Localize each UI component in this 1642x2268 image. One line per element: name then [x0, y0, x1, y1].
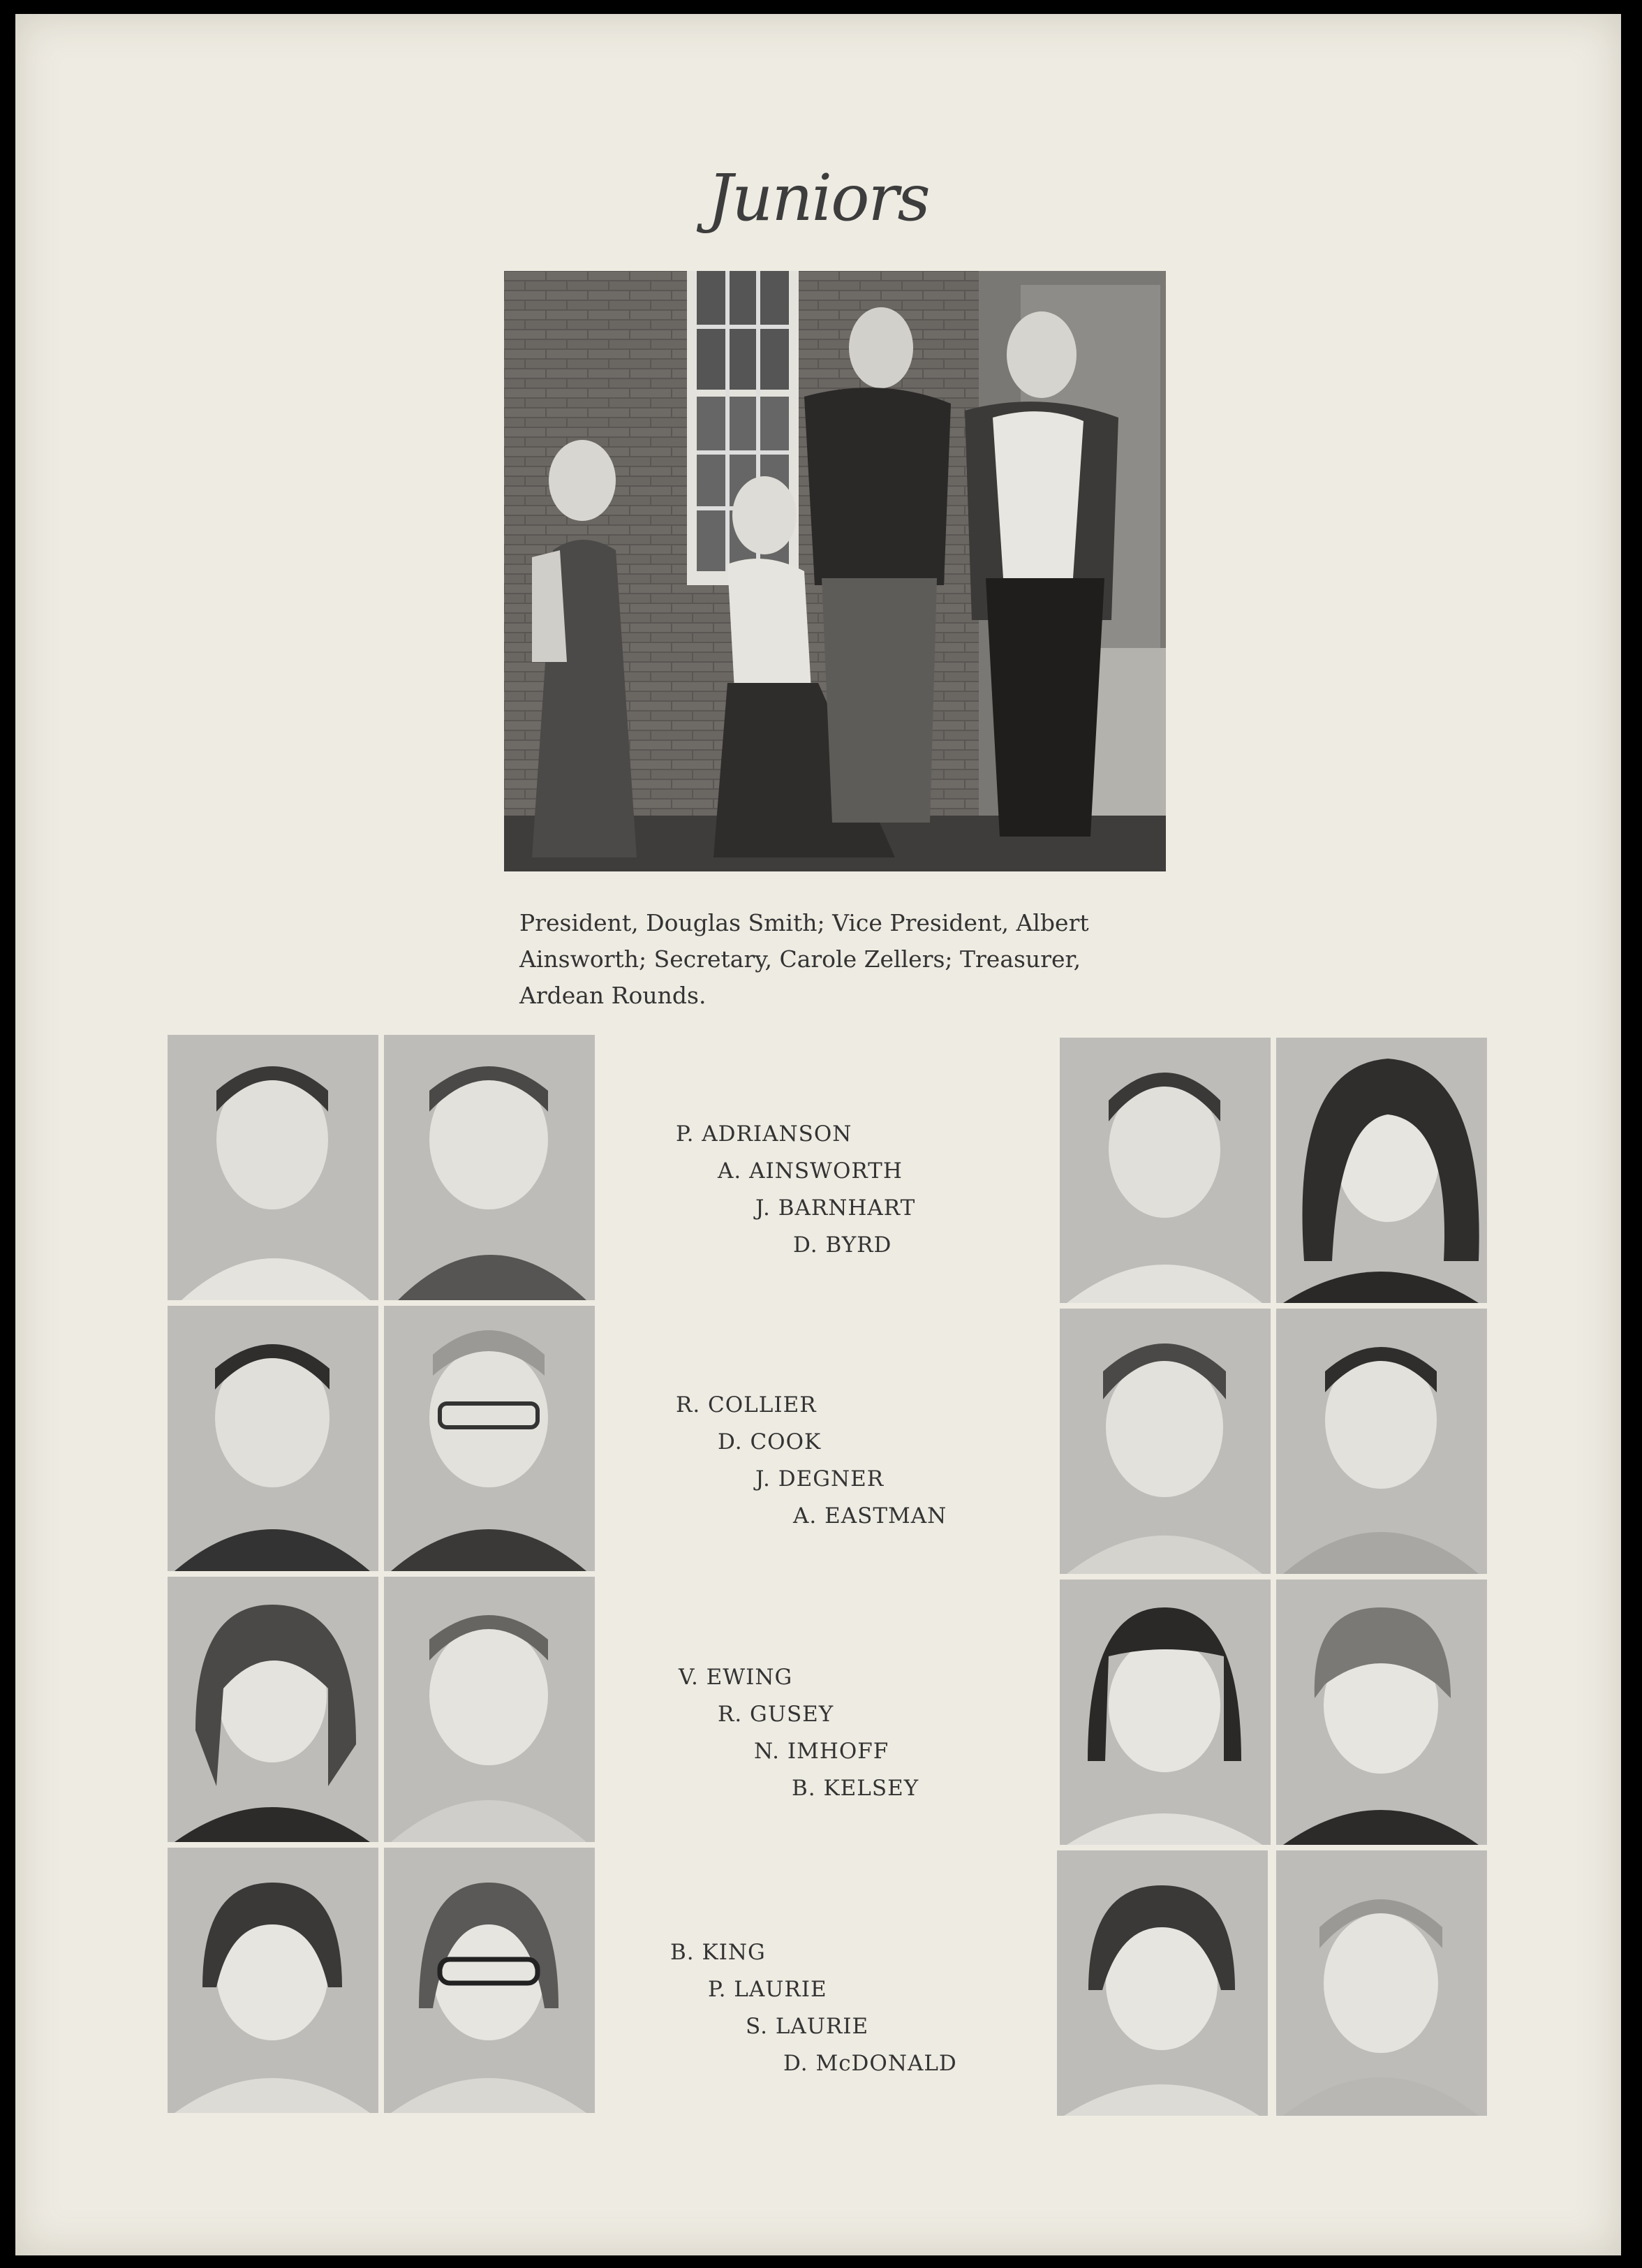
- student-name: R. GUSEY: [718, 1702, 834, 1727]
- student-name: S. LAURIE: [746, 2014, 869, 2039]
- portrait-photo: [168, 1035, 378, 1300]
- name-list-group-2: [676, 1387, 947, 1535]
- portrait-photo: [384, 1577, 595, 1842]
- page-title: Juniors: [707, 161, 929, 235]
- student-name: J. DEGNER: [755, 1466, 885, 1492]
- name-list-group-1: [676, 1116, 915, 1264]
- student-name: R. COLLIER: [676, 1392, 817, 1418]
- portrait-photo: [384, 1306, 595, 1571]
- yearbook-page: [15, 14, 1621, 2255]
- portrait-photo: [168, 1577, 378, 1842]
- student-name: D. McDONALD: [783, 2051, 957, 2076]
- name-list-group-4: [670, 1934, 957, 2082]
- student-name: B. KING: [670, 1940, 766, 1965]
- portrait-photo: [1057, 1850, 1268, 2116]
- student-name: D. COOK: [718, 1429, 822, 1455]
- class-officers-photo: [504, 271, 1166, 871]
- portrait-photo: [1276, 1309, 1487, 1574]
- portrait-photo: [384, 1035, 595, 1300]
- portrait-photo: [1276, 1850, 1487, 2116]
- portrait-photo: [1060, 1309, 1271, 1574]
- officers-caption: [519, 905, 1162, 1014]
- portrait-photo: [168, 1848, 378, 2113]
- portrait-photo: [384, 1848, 595, 2113]
- portrait-photo: [1276, 1580, 1487, 1845]
- student-name: P. ADRIANSON: [676, 1121, 852, 1147]
- student-name: D. BYRD: [793, 1232, 892, 1258]
- portrait-photo: [1060, 1038, 1271, 1303]
- student-name: P. LAURIE: [708, 1977, 827, 2002]
- officers-photo-image: [504, 271, 1166, 871]
- student-name: J. BARNHART: [755, 1195, 916, 1221]
- student-name: V. EWING: [679, 1665, 793, 1690]
- student-name: B. KELSEY: [792, 1776, 919, 1801]
- portrait-photo: [168, 1306, 378, 1571]
- name-list-group-3: [679, 1659, 919, 1807]
- student-name: A. AINSWORTH: [718, 1158, 903, 1184]
- portrait-photo: [1276, 1038, 1487, 1303]
- student-name: N. IMHOFF: [754, 1739, 889, 1764]
- student-name: A. EASTMAN: [793, 1503, 947, 1529]
- portrait-photo: [1060, 1580, 1271, 1845]
- caption-text: President, Douglas Smith; Vice President, Albert Ainsworth; Secretary, Carole Zellers; Treasurer, Ardean Rounds.: [519, 909, 1089, 1009]
